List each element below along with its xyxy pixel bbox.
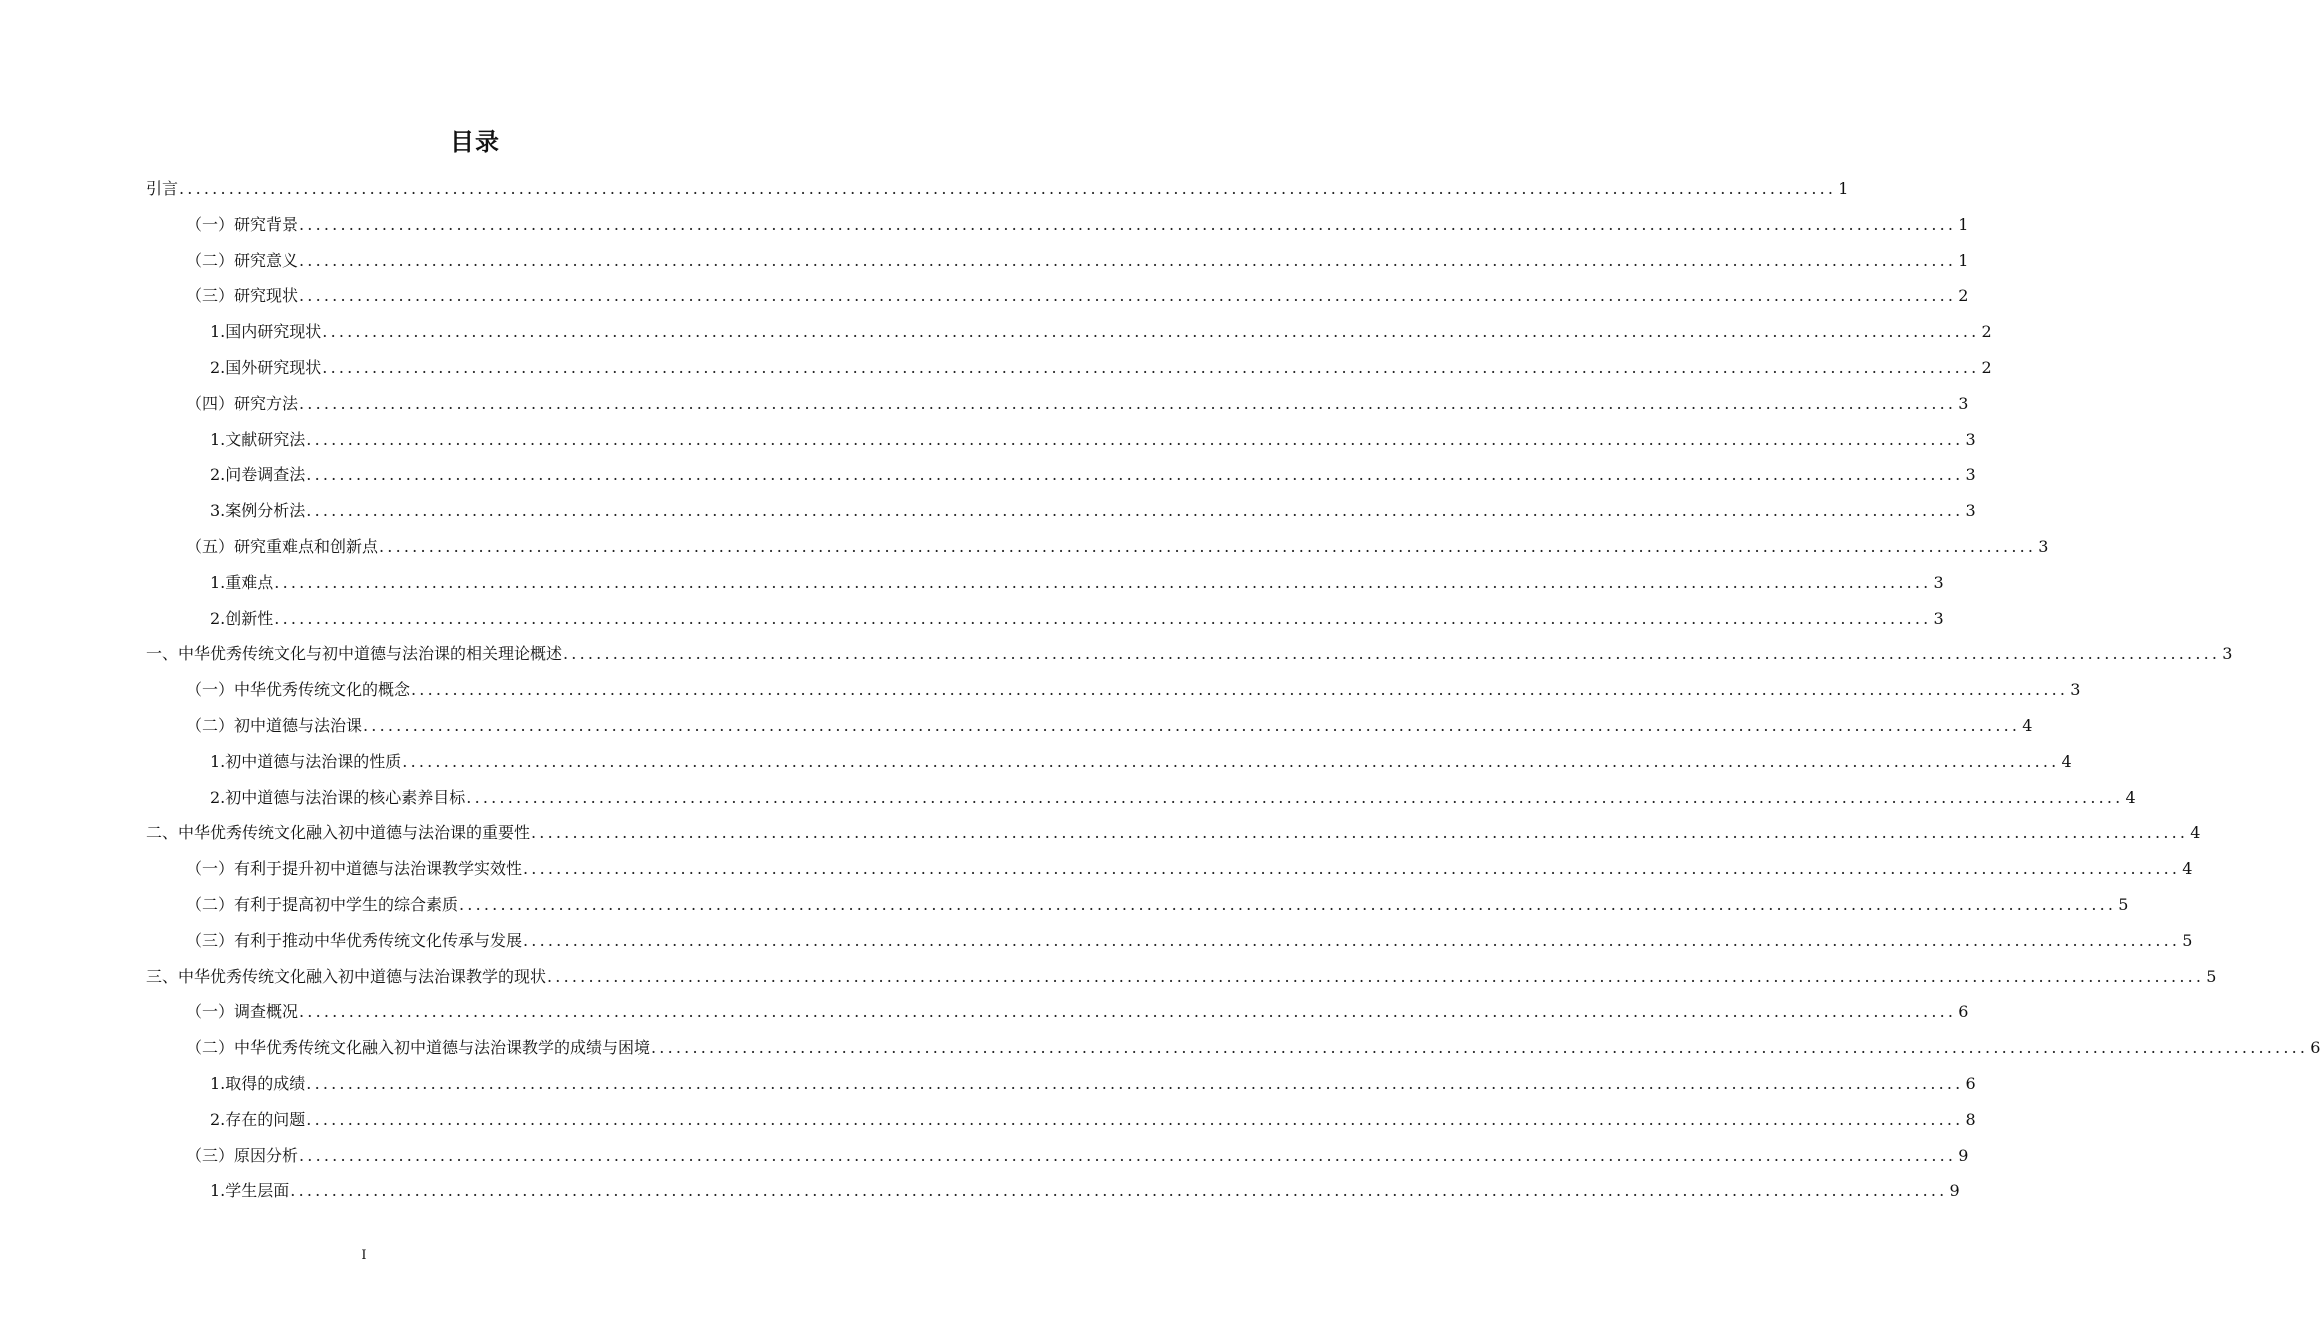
toc-dot-leader: ........................................................................................................................................................................................................ xyxy=(299,286,1957,306)
toc-dot-leader: ........................................................................................................................................................................................................ xyxy=(322,322,1980,342)
toc-dot-leader: ........................................................................................................................................................................................................ xyxy=(466,787,2124,807)
toc-entry-page: 6 xyxy=(1965,1073,1976,1093)
toc-entry[interactable] xyxy=(146,713,2033,749)
toc-entry-page: 4 xyxy=(2022,715,2033,735)
toc-entry[interactable] xyxy=(146,498,1976,534)
toc-entry-label: 1.初中道德与法治课的性质 xyxy=(210,751,402,771)
toc-entry-label: （五）研究重难点和创新点 xyxy=(186,536,379,556)
toc-dot-leader: ........................................................................................................................................................................................................ xyxy=(299,1145,1957,1165)
toc-entry-label: 引言 xyxy=(146,179,179,198)
toc-entry[interactable] xyxy=(146,570,1944,606)
toc-entry-page: 5 xyxy=(2118,894,2129,914)
toc-entry-label: （三）原因分析 xyxy=(186,1145,299,1165)
toc-entry-label: 一、中华优秀传统文化与初中道德与法治课的相关理论概述 xyxy=(146,644,563,664)
toc-entry-page: 1 xyxy=(1958,214,1969,234)
toc-entry-page: 3 xyxy=(1958,393,1969,413)
toc-dot-leader: ........................................................................................................................................................................................................ xyxy=(299,214,1957,234)
toc-entry[interactable] xyxy=(146,928,2193,964)
toc-entry-label: 2.存在的问题 xyxy=(210,1109,306,1129)
toc-entry-page: 2 xyxy=(1981,322,1992,342)
toc-entry-label: （二）初中道德与法治课 xyxy=(186,715,363,735)
toc-entry-label: 二、中华优秀传统文化融入初中道德与法治课的重要性 xyxy=(146,823,531,843)
toc-entry-label: （一）有利于提升初中道德与法治课教学实效性 xyxy=(186,859,523,879)
toc-dot-leader: ........................................................................................................................................................................................................ xyxy=(306,465,1964,485)
toc-entry-label: （一）调查概况 xyxy=(186,1002,299,1022)
toc-dot-leader: ........................................................................................................................................................................................................ xyxy=(459,894,2117,914)
toc-entry-page: 9 xyxy=(1949,1181,1960,1201)
toc-entry-page: 2 xyxy=(1981,357,1992,377)
toc-dot-leader: ........................................................................................................................................................................................................ xyxy=(274,608,1932,628)
toc-entry[interactable] xyxy=(146,999,1969,1035)
toc-entry[interactable] xyxy=(146,427,1976,463)
toc-entry-label: 1.文献研究法 xyxy=(210,429,306,449)
toc-entry-label: （二）中华优秀传统文化融入初中道德与法治课教学的成绩与困境 xyxy=(186,1038,651,1058)
toc-entry-page: 6 xyxy=(1958,1002,1969,1022)
toc-dot-leader: ........................................................................................................................................................................................................ xyxy=(531,823,2189,843)
toc-entry[interactable] xyxy=(146,892,2129,928)
toc-entry-page: 6 xyxy=(2310,1038,2320,1058)
toc-dot-leader: ........................................................................................................................................................................................................ xyxy=(306,501,1964,521)
toc-entry[interactable] xyxy=(146,1143,1969,1179)
toc-entry-label: （三）研究现状 xyxy=(186,286,299,306)
toc-entry-label: 3.案例分析法 xyxy=(210,501,306,521)
toc-dot-leader: ........................................................................................................................................................................................................ xyxy=(547,966,2205,986)
toc-entry-label: 1.学生层面 xyxy=(210,1181,290,1201)
toc-entry-label: （三）有利于推动中华优秀传统文化传承与发展 xyxy=(186,930,523,950)
toc-entry[interactable] xyxy=(146,964,2217,1000)
toc-entry[interactable] xyxy=(146,749,2072,785)
toc-entry-label: （一）研究背景 xyxy=(186,214,299,234)
toc-entry[interactable] xyxy=(146,820,2201,856)
toc-entry[interactable] xyxy=(146,176,1849,212)
toc-dot-leader: ........................................................................................................................................................................................................ xyxy=(563,644,2221,664)
toc-dot-leader: ........................................................................................................................................................................................................ xyxy=(379,536,2037,556)
toc-dot-leader: ........................................................................................................................................................................................................ xyxy=(651,1038,2309,1058)
table-of-contents xyxy=(146,176,2320,1214)
toc-entry-label: 1.取得的成绩 xyxy=(210,1073,306,1093)
toc-entry[interactable] xyxy=(146,1035,2320,1071)
toc-entry-page: 3 xyxy=(2038,536,2049,556)
toc-entry-page: 1 xyxy=(1838,179,1849,198)
toc-entry[interactable] xyxy=(146,248,1969,284)
toc-dot-leader: ........................................................................................................................................................................................................ xyxy=(322,357,1980,377)
toc-entry-page: 2 xyxy=(1958,286,1969,306)
toc-entry-page: 4 xyxy=(2061,751,2072,771)
toc-entry[interactable] xyxy=(146,856,2193,892)
toc-entry-page: 3 xyxy=(2070,680,2081,700)
toc-dot-leader: ........................................................................................................................................................................................................ xyxy=(290,1181,1948,1201)
toc-entry-page: 3 xyxy=(1933,608,1944,628)
toc-dot-leader: ........................................................................................................................................................................................................ xyxy=(179,179,1837,198)
toc-dot-leader: ........................................................................................................................................................................................................ xyxy=(299,393,1957,413)
toc-dot-leader: ........................................................................................................................................................................................................ xyxy=(523,859,2181,879)
toc-entry-page: 4 xyxy=(2125,787,2136,807)
toc-dot-leader: ........................................................................................................................................................................................................ xyxy=(299,1002,1957,1022)
toc-entry[interactable] xyxy=(146,283,1969,319)
toc-entry[interactable] xyxy=(146,391,1969,427)
toc-entry[interactable] xyxy=(146,355,1992,391)
toc-entry[interactable] xyxy=(146,212,1969,248)
toc-entry-label: 1.国内研究现状 xyxy=(210,322,322,342)
toc-entry[interactable] xyxy=(146,462,1976,498)
toc-entry-label: 三、中华优秀传统文化融入初中道德与法治课教学的现状 xyxy=(146,966,547,986)
toc-entry-page: 3 xyxy=(1965,465,1976,485)
toc-entry[interactable] xyxy=(146,319,1992,355)
page-number: I xyxy=(361,1248,367,1263)
toc-entry-page: 3 xyxy=(1965,429,1976,449)
toc-entry-page: 5 xyxy=(2182,930,2193,950)
toc-entry-page: 4 xyxy=(2190,823,2201,843)
toc-entry[interactable] xyxy=(146,677,2081,713)
toc-dot-leader: ........................................................................................................................................................................................................ xyxy=(299,250,1957,270)
toc-entry[interactable] xyxy=(146,641,2233,677)
toc-entry[interactable] xyxy=(146,1071,1976,1107)
toc-entry-label: 1.重难点 xyxy=(210,572,274,592)
toc-entry-page: 3 xyxy=(1965,501,1976,521)
toc-dot-leader: ........................................................................................................................................................................................................ xyxy=(411,680,2069,700)
toc-entry-label: （二）有利于提高初中学生的综合素质 xyxy=(186,894,459,914)
toc-entry-page: 9 xyxy=(1958,1145,1969,1165)
toc-entry-label: （四）研究方法 xyxy=(186,393,299,413)
toc-entry[interactable] xyxy=(146,1178,1960,1214)
toc-entry[interactable] xyxy=(146,1107,1976,1143)
toc-entry[interactable] xyxy=(146,534,2049,570)
toc-entry-page: 8 xyxy=(1965,1109,1976,1129)
toc-dot-leader: ........................................................................................................................................................................................................ xyxy=(306,429,1964,449)
toc-entry[interactable] xyxy=(146,785,2136,821)
toc-entry-page: 4 xyxy=(2182,859,2193,879)
toc-dot-leader: ........................................................................................................................................................................................................ xyxy=(306,1109,1964,1129)
toc-dot-leader: ........................................................................................................................................................................................................ xyxy=(402,751,2060,771)
toc-entry[interactable] xyxy=(146,606,1944,642)
toc-entry-label: （一）中华优秀传统文化的概念 xyxy=(186,680,411,700)
toc-entry-page: 1 xyxy=(1958,250,1969,270)
toc-title: 目录 xyxy=(450,128,500,156)
toc-entry-label: 2.创新性 xyxy=(210,608,274,628)
toc-dot-leader: ........................................................................................................................................................................................................ xyxy=(523,930,2181,950)
toc-entry-label: 2.问卷调查法 xyxy=(210,465,306,485)
toc-entry-label: 2.初中道德与法治课的核心素养目标 xyxy=(210,787,466,807)
toc-dot-leader: ........................................................................................................................................................................................................ xyxy=(274,572,1932,592)
toc-entry-page: 3 xyxy=(1933,572,1944,592)
toc-entry-page: 5 xyxy=(2206,966,2217,986)
toc-entry-page: 3 xyxy=(2222,644,2233,664)
toc-dot-leader: ........................................................................................................................................................................................................ xyxy=(363,715,2021,735)
toc-entry-label: （二）研究意义 xyxy=(186,250,299,270)
toc-dot-leader: ........................................................................................................................................................................................................ xyxy=(306,1073,1964,1093)
toc-entry-label: 2.国外研究现状 xyxy=(210,357,322,377)
